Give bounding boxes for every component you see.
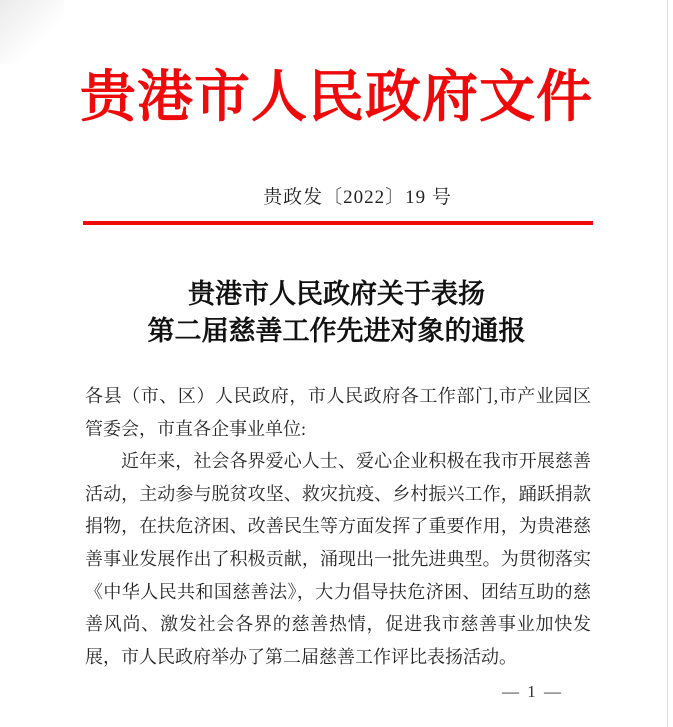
body-paragraph-salutation: 各县（市、区）人民政府，市人民政府各工作部门,市产业园区管委会，市直各企事业单位: [85, 386, 591, 439]
page-number: — 1 — [502, 682, 563, 701]
doc-reference-number: 贵政发〔2022〕19 号 [263, 187, 452, 208]
document-title-line-2: 第二届慈善工作先进对象的通报 [147, 316, 526, 346]
red-divider-line [83, 221, 593, 225]
red-letterhead-title: 贵港市人民政府文件 [80, 67, 593, 129]
body-paragraph-main: 近年来，社会各界爱心人士、爱心企业积极在我市开展慈善活动，主动参与脱贫攻坚、救灾抗疫、乡村振兴工作，踊跃捐款捐物，在扶危济困、改善民生等方面发挥了重要作用，为贵港慈善事业发展作出了积极贡献，涌现出一批先进典型。为贯彻落实《中华人民共和国慈善法》，大力倡导扶危济困、团结互助的慈善风尚、激发社会各界的慈善热情，促进我市慈善事业加快发展，市人民政府举办了第二届慈善工作评比表扬活动。 [85, 451, 591, 667]
document-title-line-1: 贵港市人民政府关于表扬 [188, 279, 485, 309]
scan-corner-shadow [0, 0, 64, 64]
document-body [85, 380, 591, 673]
scan-edge-line [667, 0, 668, 727]
document-title [0, 276, 673, 350]
